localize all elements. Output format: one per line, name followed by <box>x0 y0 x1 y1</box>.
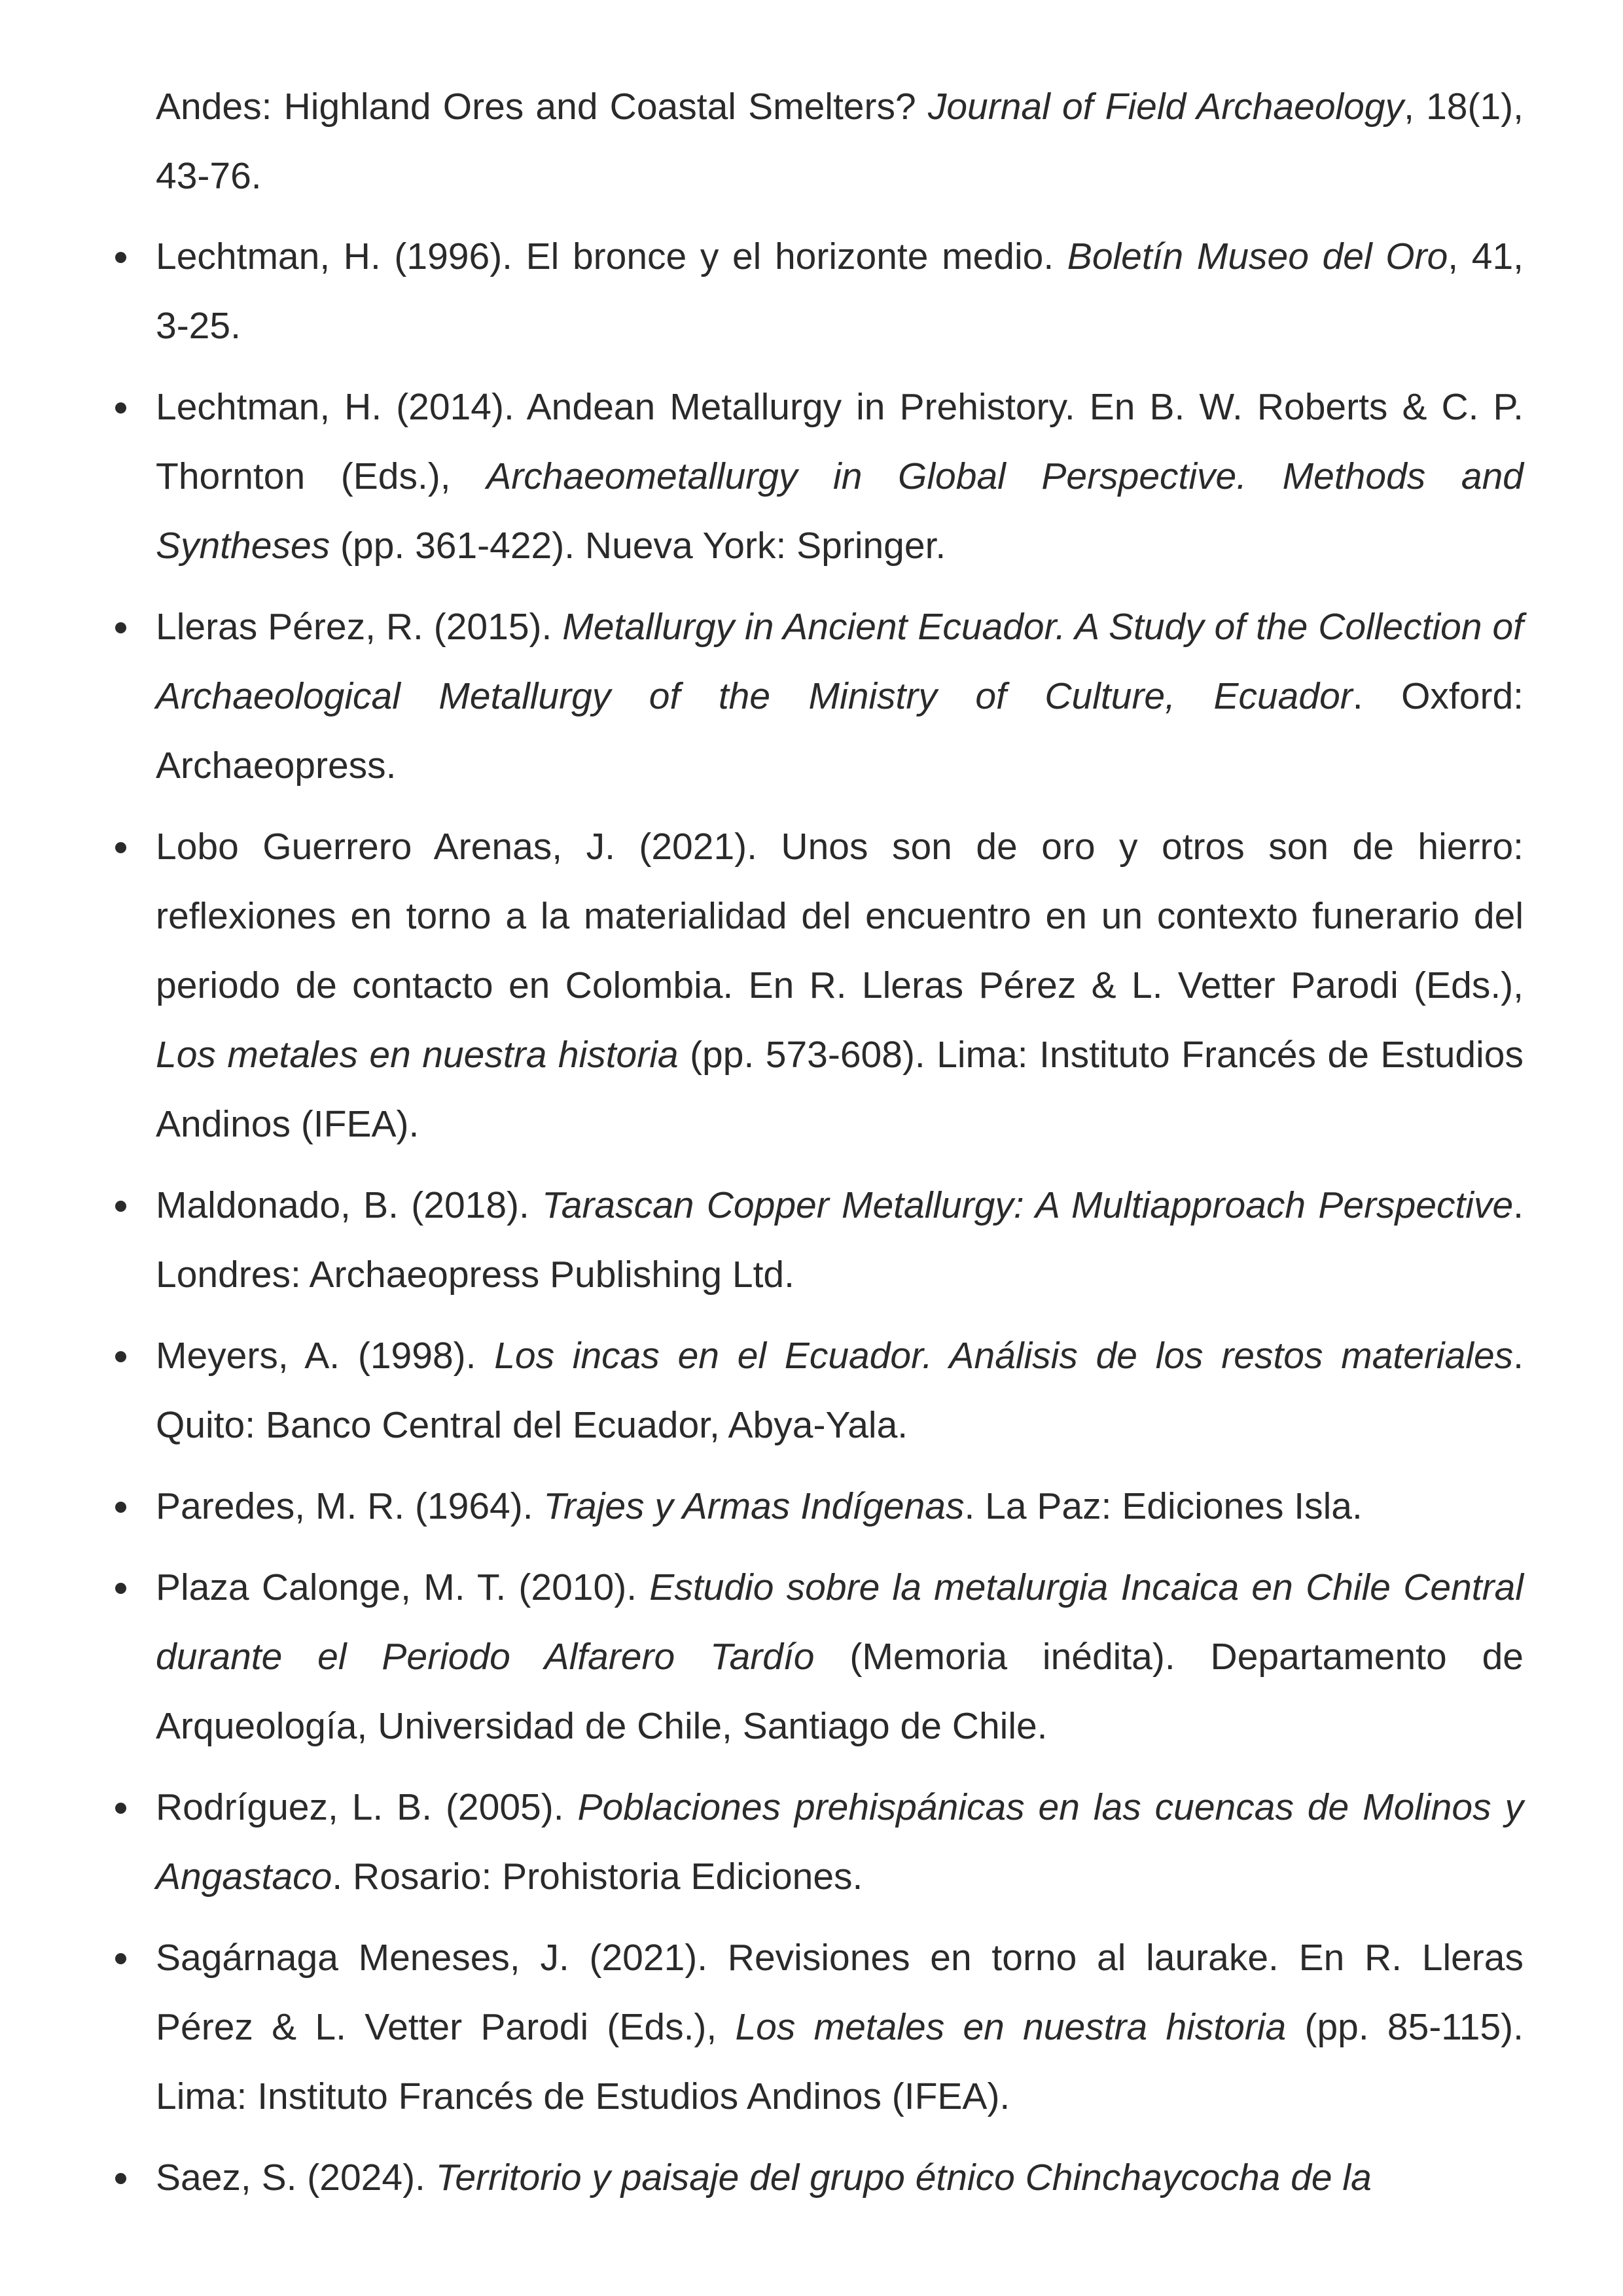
reference-text: Plaza Calonge, M. T. (2010). <box>156 1566 650 1608</box>
reference-text: . Quito: Banco Central del Ecuador, Abya-Yala. <box>156 1335 1524 1446</box>
reference-text: Lleras Pérez, R. (2015). <box>156 606 563 648</box>
reference-title: Boletín Museo del Oro <box>1067 236 1448 277</box>
reference-entry <box>156 1321 1524 1460</box>
reference-title: Archaeometallurgy in Global Perspective. Methods and Syntheses <box>156 455 1524 567</box>
reference-text: Rodríguez, L. B. (2005). <box>156 1786 578 1828</box>
reference-title: Tarascan Copper Metallurgy: A Multiapproach Perspective <box>542 1184 1514 1226</box>
reference-text: Lobo Guerrero Arenas, J. (2021). Unos son de oro y otros son de hierro: reflexiones en torno a la materialidad del encuentro en un contexto funerario del periodo de contacto en Colombia. En R. Lleras Pérez & L. Vetter Parodi (Eds.), <box>156 826 1524 1006</box>
reference-text: (pp. 85-115). Lima: Instituto Francés de Estudios Andinos (IFEA). <box>156 2006 1524 2117</box>
reference-entry <box>156 812 1524 1159</box>
bullet-icon <box>115 1583 126 1594</box>
reference-title: Los incas en el Ecuador. Análisis de los restos materiales <box>494 1335 1514 1377</box>
reference-text: . Rosario: Prohistoria Ediciones. <box>332 1856 863 1898</box>
reference-text: Maldonado, B. (2018). <box>156 1184 543 1226</box>
reference-list <box>156 72 1524 2224</box>
reference-text: . Oxford: Archaeopress. <box>156 675 1524 786</box>
bullet-icon <box>115 2173 126 2184</box>
bullet-icon <box>115 1201 126 1212</box>
reference-text: (pp. 573-608). Lima: Instituto Francés de Estudios Andinos (IFEA). <box>156 1034 1524 1145</box>
reference-title: Trajes y Armas Indígenas <box>543 1485 965 1527</box>
reference-entry <box>156 372 1524 580</box>
reference-entry <box>156 1553 1524 1761</box>
reference-entry <box>156 1472 1524 1541</box>
reference-text: , 18(1), 43-76. <box>156 86 1524 197</box>
reference-text: Meyers, A. (1998). <box>156 1335 495 1377</box>
reference-entry <box>156 2143 1524 2212</box>
reference-text: . Londres: Archaeopress Publishing Ltd. <box>156 1184 1524 1296</box>
reference-entry <box>156 592 1524 800</box>
bullet-icon <box>115 1953 126 1964</box>
bullet-icon <box>115 1351 126 1362</box>
reference-title: Los metales en nuestra historia <box>735 2006 1287 2048</box>
reference-title: Journal of Field Archaeology <box>927 86 1404 128</box>
reference-entry <box>156 1773 1524 1911</box>
reference-text: Andes: Highland Ores and Coastal Smelters? <box>156 86 928 128</box>
reference-title: Estudio sobre la metalurgia Incaica en Chile Central durante el Periodo Alfarero Tardío <box>156 1566 1524 1678</box>
reference-title: Metallurgy in Ancient Ecuador. A Study of the Collection of Archaeological Metallurgy of the Ministry of Culture, Ecuador <box>156 606 1524 717</box>
reference-text: Paredes, M. R. (1964). <box>156 1485 544 1527</box>
reference-text: , 41, 3-25. <box>156 236 1524 347</box>
bullet-icon <box>115 622 126 633</box>
reference-text: Lechtman, H. (2014). Andean Metallurgy in Prehistory. En B. W. Roberts & C. P. Thornton (Eds.), <box>156 386 1524 497</box>
reference-title: Territorio y paisaje del grupo étnico Chinchaycocha de la <box>435 2157 1372 2199</box>
reference-title: Los metales en nuestra historia <box>156 1034 679 1076</box>
reference-text: Sagárnaga Meneses, J. (2021). Revisiones en torno al laurake. En R. Lleras Pérez & L. Vetter Parodi (Eds.), <box>156 1937 1524 2048</box>
bullet-icon <box>115 1502 126 1513</box>
reference-title: Poblaciones prehispánicas en las cuencas de Molinos y Angastaco <box>156 1786 1524 1898</box>
reference-entry-continued <box>156 72 1524 211</box>
bullet-icon <box>115 1803 126 1814</box>
reference-entry <box>156 222 1524 361</box>
bullet-icon <box>115 402 126 414</box>
reference-text: Saez, S. (2024). <box>156 2157 436 2199</box>
reference-text: (Memoria inédita). Departamento de Arqueología, Universidad de Chile, Santiago de Chile. <box>156 1636 1524 1747</box>
bullet-icon <box>115 252 126 263</box>
reference-entry <box>156 1923 1524 2131</box>
reference-text: (pp. 361-422). Nueva York: Springer. <box>330 525 946 567</box>
bullet-icon <box>115 842 126 853</box>
reference-text: Lechtman, H. (1996). El bronce y el horizonte medio. <box>156 236 1067 277</box>
reference-entry <box>156 1171 1524 1309</box>
reference-text: . La Paz: Ediciones Isla. <box>964 1485 1363 1527</box>
